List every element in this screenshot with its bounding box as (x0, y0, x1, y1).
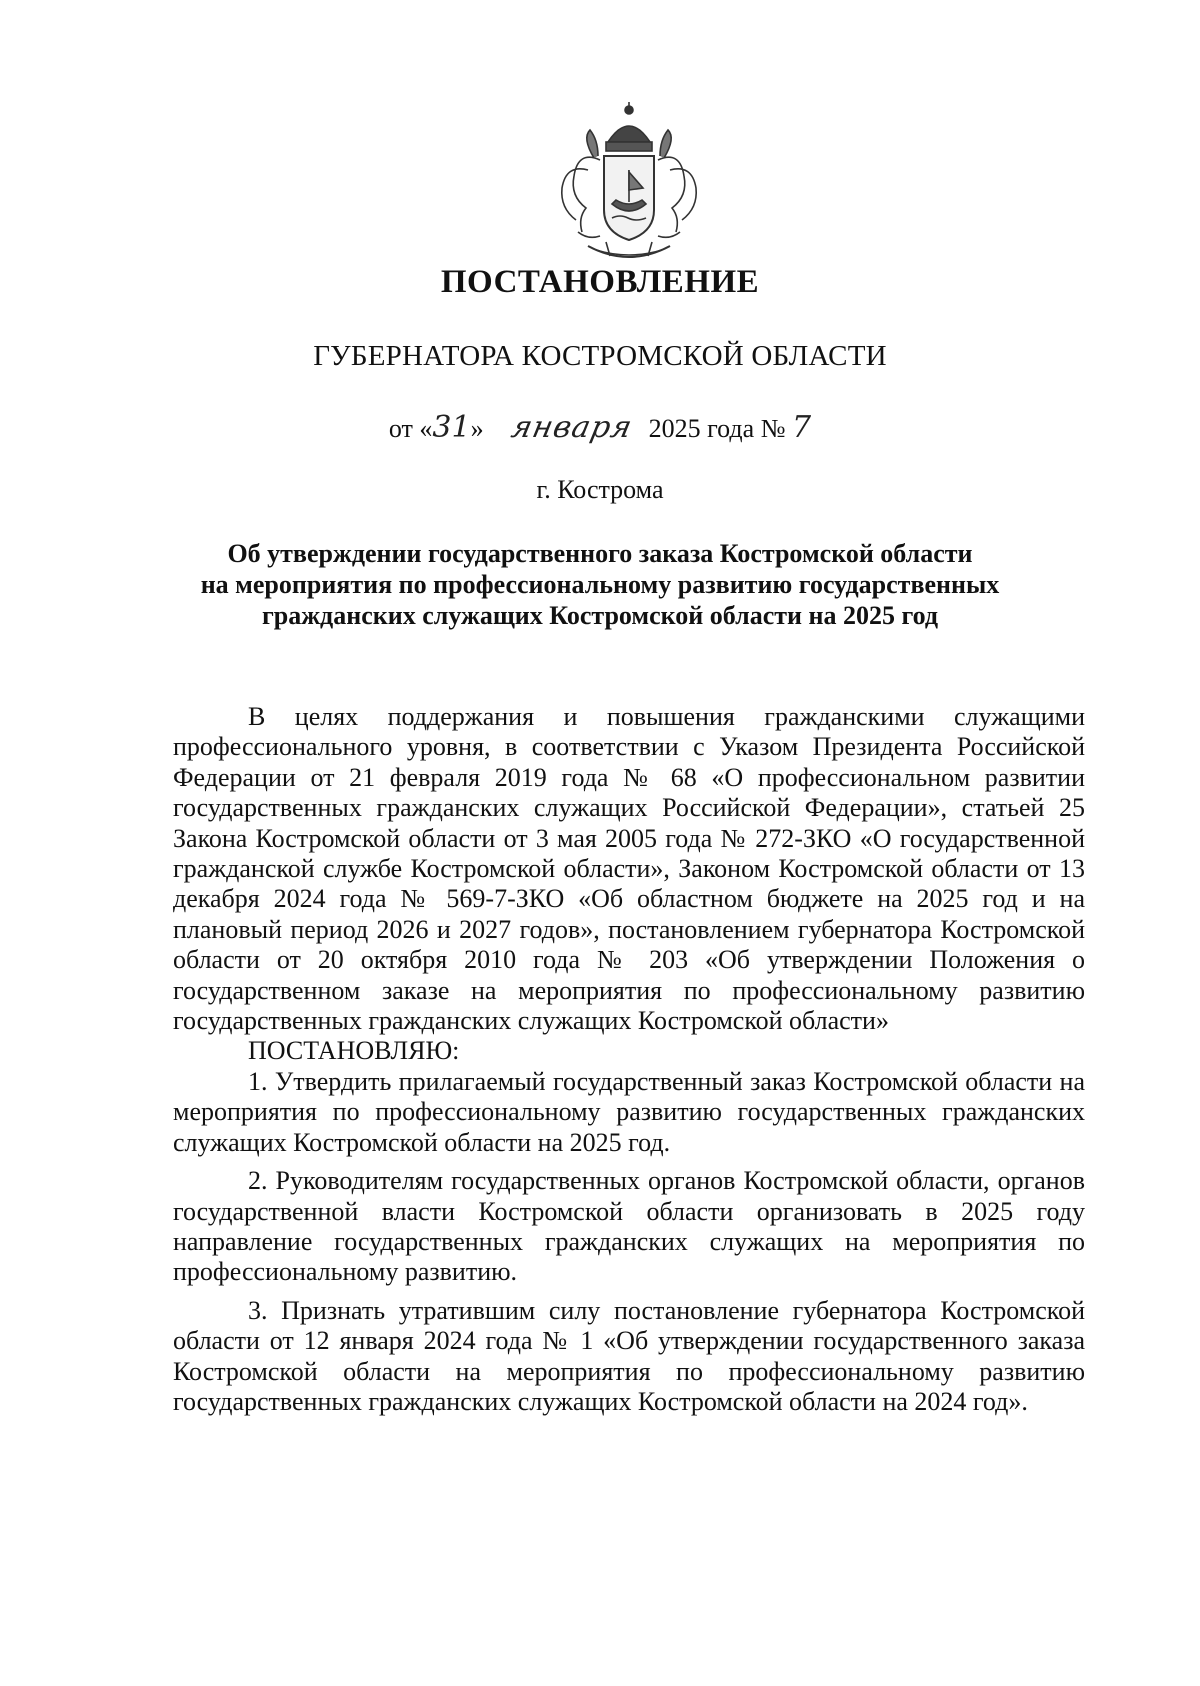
title-line: на мероприятия по профессиональному развитию государственных (200, 570, 1000, 599)
decree-item-1: 1. Утвердить прилагаемый государственный заказ Костромской области на мероприятия по профессиональному развитию государственных гражданских служащих Костромской области на 2025 год. (173, 1066, 1085, 1157)
title-line: Об утверждении государственного заказа Костромской области (227, 539, 973, 568)
date-month-handwritten: января (508, 410, 636, 445)
date-prefix: от « (388, 414, 433, 443)
decree-word: ПОСТАНОВЛЯЮ: (248, 1036, 460, 1066)
document-type: ПОСТАНОВЛЕНИЕ (440, 264, 760, 300)
preamble-paragraph: В целях поддержания и повышения гражданскими служащими профессионального уровня, в соответствии с Указом Президента Российской Федерации от 21 февраля 2019 года № 68 «О профессиональном развитии государственных гражданских служащих Российской Федерации», статьей 25 Закона Костромской области от 3 мая 2005 года № 272-ЗКО «О государственной гражданской службе Костромской области», Законом Костромской области от 13 декабря 2024 года № 569-7-ЗКО «Об областном бюджете на 2025 год и на плановый период 2026 и 2027 годов», постановлением губернатора Костромской области от 20 октября 2010 года № 203 «Об утверждении Положения о государственном заказе на мероприятия по профессиональному развитию государственных гражданских служащих Костромской области» (173, 702, 1085, 1036)
issuer-title: ГУБЕРНАТОРА КОСТРОМСКОЙ ОБЛАСТИ (313, 340, 887, 372)
date-line (0, 410, 1200, 445)
document-title (150, 538, 1050, 631)
doc-number-handwritten: 7 (792, 410, 812, 445)
date-year: 2025 года № (648, 414, 786, 443)
document-body (173, 702, 1085, 1417)
city: г. Кострома (536, 475, 664, 504)
date-day-handwritten: 31 (432, 410, 471, 445)
coat-of-arms-icon (548, 100, 710, 270)
decree-item-3: 3. Признать утратившим силу постановление губернатора Костромской области от 12 января 2024 года № 1 «Об утверждении государственного заказа Костромской области на мероприятия по профессиональному развитию государственных гражданских служащих Костромской области на 2024 год». (173, 1295, 1085, 1416)
decree-item-2: 2. Руководителям государственных органов Костромской области, органов государственной власти Костромской области организовать в 2025 году направление государственных гражданских служащих на мероприятия по профессиональному развитию. (173, 1166, 1085, 1287)
title-line: гражданских служащих Костромской области на 2025 год (261, 601, 939, 630)
date-close: » (470, 414, 484, 443)
